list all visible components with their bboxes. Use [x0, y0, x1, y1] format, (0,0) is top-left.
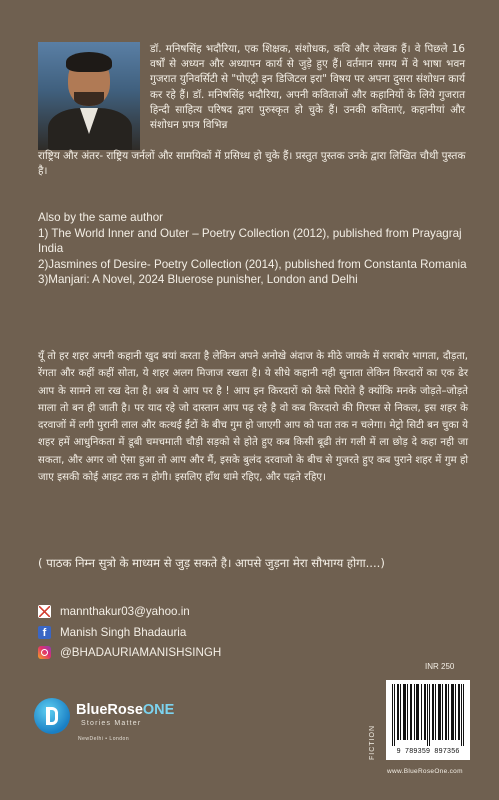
also-by-item: 1) The World Inner and Outer – Poetry Collection (2012), published from Prayagraj India — [38, 226, 462, 256]
email-address[interactable]: mannthakur03@yahoo.in — [60, 604, 190, 618]
publisher-cities: NewDelhi • London — [78, 736, 130, 742]
author-bio-bottom: राष्ट्रिय और अंतर- राष्ट्रिय जर्नलों और सामयिकों में प्रसिध्ध हो चुके हैं। प्रस्तुत पुस्तक उनके द्वारा लिखित चौथी पुस्तक है। — [38, 150, 466, 178]
gmail-icon — [38, 605, 51, 618]
isbn-barcode — [386, 680, 470, 760]
connect-note: ( पाठक निम्न सुत्रो के माध्यम से जुड़ सकते है। आपसे जुड़ना मेरा सौभाग्य होगा....) — [38, 556, 385, 570]
price-label: INR 250 — [425, 662, 455, 671]
publisher-name — [76, 702, 174, 718]
publisher-tagline: Stories Matter — [81, 720, 142, 727]
author-bio-top: डॉ. मनिषसिंह भदौरिया, एक शिक्षक, संशोधक, कवि और लेखक हैं। वे पिछले 16 वर्षों से अध्यन और अध्यापन कार्य से जुड़े हुए हैं। वर्तमान समय में वे भाषा भवन गुजरात युनिवर्सिटी से "पोएट्री इन डिजिटल इरा" विषय पर अपना दुसरा संशोधन कार्य कर रहे हैं। डॉ. मनिषसिंह भदौरिया, अपनी कविताओं और कहानियों के लिये गुजरात हिन्दी साहित्य परिषद द्वारा पुरुस्कृत हो चुके हैं। उनकी कविताएं, कहानीयां और संशोधन प्रपत्र विभिन्न — [150, 43, 465, 132]
facebook-name[interactable]: Manish Singh Bhadauria — [60, 625, 187, 639]
contact-instagram[interactable] — [38, 644, 221, 660]
author-photo-hair — [66, 52, 112, 72]
barcode-graphic — [390, 684, 466, 746]
contact-facebook[interactable] — [38, 624, 186, 640]
publisher-website[interactable]: www.BlueRoseOne.com — [387, 768, 463, 775]
publisher-name-one: ONE — [142, 702, 175, 718]
publisher-name-main: BlueRose — [76, 702, 143, 718]
author-photo-beard — [74, 92, 104, 106]
contact-email[interactable] — [38, 603, 190, 619]
also-by-section — [38, 210, 468, 288]
publisher-logo — [34, 698, 194, 748]
instagram-handle[interactable]: @BHADAURIAMANISHSINGH — [60, 645, 222, 659]
instagram-icon — [38, 646, 51, 659]
bluerose-badge-icon — [34, 698, 70, 734]
book-blurb: यूँ तो हर शहर अपनी कहानी खुद बयां करता है लेकिन अपने अनोखे अंदाज के मीठे जायके में सराबोर भागता, दौड़ता, रेंगता और कहीं कहीं सोता, ये शहर अलग मिजाज रखता है। ये सीधे कहानी नही सुनाता लेकिन किरदारों का एक ढेर आप के सामने ला रख देता है। अब ये आप पर है ! आप इन किरदारों को कैसे पिरोते है क्योंकि मनके जोड़ते–जोड़ते माला तो बन ही जाती है। पर याद रहे जो दास्तान आप पढ़ रहे है वो कब किरदारो की गिरफ्त से निकल, इस शहर के दरवाजों में लगी पुरानी लाल और कत्थई ईंटों के बीच गुम हो जाएगी आप को पता तक न चलेगा। मेट्रो सिटी बन चुका ये शहर हमें आधुनिकता में डूबी चमचमाती चौड़ी सड़को से होते हुए कब किसी बूढी तंग गली में ला छोड़ दे कहा नही जा सकता, और अगर जो ऐसा हुआ तो आप और मैं, इसके बुलंद दरवाजो के बीच से गुजरते हुए कब पुराने शहर में गुम हो जाए इसकी कोई आहट तक न होगी। इसलिए हाँथ थामे रहिए, और पढ़ते रहिए। — [38, 351, 468, 484]
isbn-number: 9 789359 897356 — [396, 748, 460, 756]
also-by-item: 2)Jasmines of Desire- Poetry Collection (2014), published from Constanta Romania — [38, 257, 467, 271]
facebook-icon: f — [38, 626, 51, 639]
author-photo — [38, 42, 140, 150]
also-by-item: 3)Manjari: A Novel, 2024 Bluerose punisher, London and Delhi — [38, 273, 358, 287]
also-by-heading: Also by the same author — [38, 211, 164, 224]
genre-label: FICTION — [369, 725, 376, 760]
